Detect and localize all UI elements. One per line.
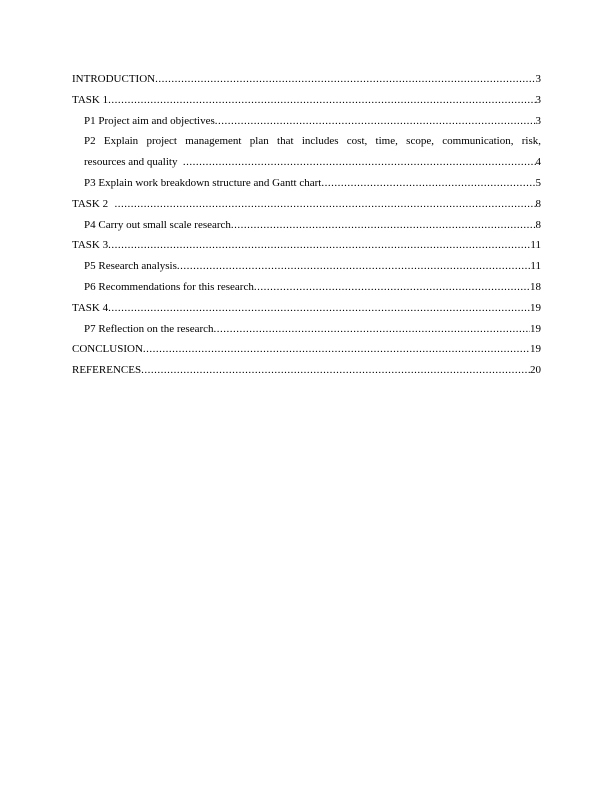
table-of-contents: [72, 69, 541, 381]
toc-leader-dots: [155, 69, 535, 90]
toc-page-number: 19: [530, 301, 541, 314]
toc-page-number: 4: [535, 156, 541, 169]
toc-entry-title: INTRODUCTION: [72, 73, 156, 85]
toc-leader-dots: [215, 111, 536, 132]
toc-entry-title: TASK 2: [72, 197, 109, 210]
toc-entry-p3[interactable]: [72, 173, 541, 194]
toc-leader-dots: [108, 90, 535, 111]
toc-page-number: 11: [530, 239, 541, 252]
toc-leader-dots: [183, 152, 536, 173]
toc-entry-title: TASK 3: [72, 239, 109, 252]
toc-leader-dots: [214, 319, 530, 340]
toc-leader-dots: [108, 235, 530, 256]
toc-leader-dots: [231, 215, 536, 236]
toc-page-number: 8: [535, 218, 541, 231]
toc-page-number: 3: [535, 73, 541, 85]
toc-page-number: 3: [535, 93, 541, 106]
toc-entry-title: P6 Recommendations for this research: [84, 280, 254, 293]
toc-entry-title: TASK 1: [72, 93, 109, 106]
toc-entry-task-3[interactable]: [72, 235, 541, 256]
toc-page-number: 19: [530, 322, 541, 335]
toc-entry-title: P4 Carry out small scale research: [84, 218, 231, 231]
toc-entry-title-line2-row: [84, 152, 541, 173]
toc-leader-dots: [141, 360, 530, 381]
toc-leader-dots: [143, 339, 530, 360]
toc-entry-p6[interactable]: [72, 277, 541, 298]
toc-page-number: 11: [530, 260, 541, 273]
toc-page-number: 8: [535, 197, 541, 210]
toc-entry-p1[interactable]: [72, 111, 541, 132]
toc-entry-p5[interactable]: [72, 256, 541, 277]
toc-entry-title: REFERENCES: [72, 364, 142, 377]
toc-entry-title-line2: resources and quality: [84, 156, 178, 169]
toc-entry-title: TASK 4: [72, 301, 109, 314]
toc-entry-title: P7 Reflection on the research: [84, 322, 214, 335]
toc-entry-title: P3 Explain work breakdown structure and Gantt chart: [84, 176, 322, 189]
toc-entry-title-line1: P2 Explain project management plan that includes cost, time, scope, communication, risk,: [84, 135, 541, 148]
toc-entry-task-1[interactable]: [72, 90, 541, 111]
toc-leader-dots: [108, 298, 530, 319]
toc-entry-task-4[interactable]: [72, 298, 541, 319]
toc-entry-p2[interactable]: [72, 131, 541, 173]
toc-entry-conclusion[interactable]: [72, 339, 541, 360]
toc-entry-p7[interactable]: [72, 319, 541, 340]
toc-entry-p4[interactable]: [72, 215, 541, 236]
toc-leader-dots: [321, 173, 535, 194]
toc-page-number: 5: [535, 176, 541, 189]
toc-entry-title: P5 Research analysis: [84, 260, 177, 273]
toc-entry-title: CONCLUSION: [72, 343, 143, 356]
toc-leader-dots: [177, 256, 531, 277]
toc-leader-dots: [114, 194, 535, 215]
toc-page-number: 3: [535, 114, 541, 127]
toc-leader-dots: [254, 277, 530, 298]
toc-entry-introduction[interactable]: [72, 69, 541, 90]
toc-page-number: 19: [530, 343, 541, 356]
toc-entry-title: P1 Project aim and objectives: [84, 114, 215, 127]
toc-entry-references[interactable]: [72, 360, 541, 381]
toc-page-number: 20: [530, 364, 541, 377]
toc-page-number: 18: [530, 280, 541, 293]
toc-entry-task-2[interactable]: [72, 194, 541, 215]
